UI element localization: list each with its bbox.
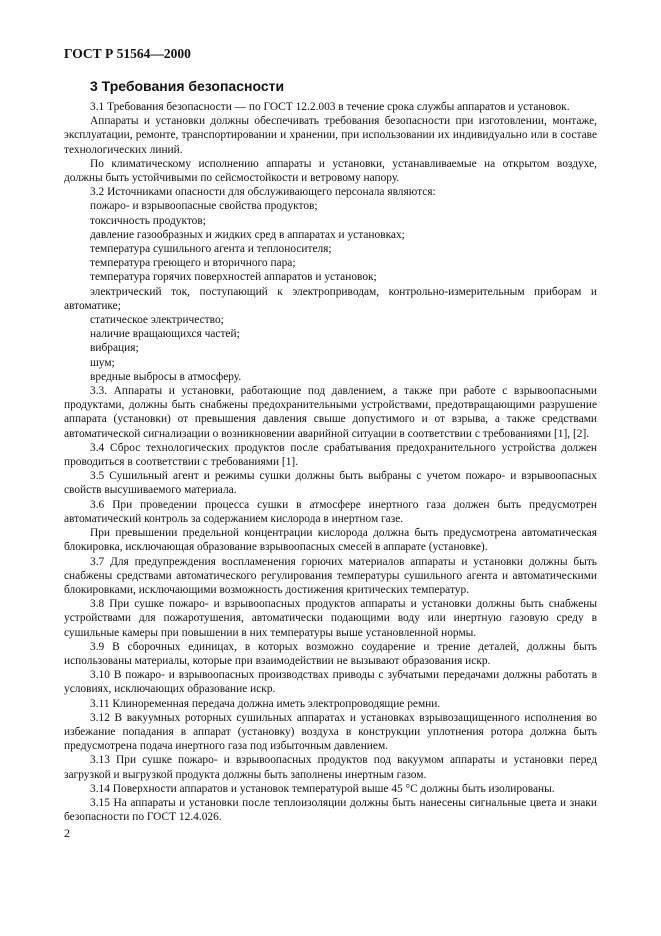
hazard-item: температура горячих поверхностей аппаратов и установок; — [90, 271, 377, 284]
hazard-item: шум; — [90, 356, 115, 369]
section-title: 3 Требования безопасности — [90, 78, 285, 94]
section-body — [64, 100, 597, 824]
paragraph-3-10: 3.10 В пожаро- и взрывоопасных производствах приводы с зубчатыми передачами должны работать в условиях, исключающих образование искр. — [64, 669, 597, 696]
hazard-item: вредные выбросы в атмосферу. — [90, 370, 242, 383]
paragraph-3-3: 3.3. Аппараты и установки, работающие под давлением, а также при работе с взрывоопасными продуктами, должны быть снабжены предохранительными устройствами, предотвращающими разрушение аппарата (установки) от превышения давления свыше допустимого и от взрыва, а также средствами автоматической сигнализации о возникновении аварийной ситуации в соответствии с требованиями [1], [2]. — [64, 385, 597, 440]
paragraph-3-5: 3.5 Сушильный агент и режимы сушки должны быть выбраны с учетом пожаро- и взрывоопасных свойств высушиваемого материала. — [64, 470, 597, 497]
paragraph-3-1-manufacturing: Аппараты и установки должны обеспечивать требования безопасности при изготовлении, монтаже, эксплуатации, ремонте, транспортировании и хранении, при использовании их индивидуально или в составе технологических линий. — [64, 115, 597, 156]
paragraph-3-14: 3.14 Поверхности аппаратов и установок температурой выше 45 °С должны быть изолированы. — [90, 782, 555, 795]
hazard-item: пожаро- и взрывоопасные свойства продуктов; — [90, 200, 318, 213]
paragraph-3-13: 3.13 При сушке пожаро- и взрывоопасных продуктов под вакуумом аппараты и установки перед загрузкой и выгрузкой продукта должны быть заполнены инертным газом. — [64, 754, 597, 781]
paragraph-3-7: 3.7 Для предупреждения воспламенения горючих материалов аппараты и установки должны быть снабжены средствами автоматического регулирования температуры сушильного агента и автоматическими блокировками, исключающими возможность достижения критических температур. — [64, 555, 597, 596]
paragraph-3-15: 3.15 На аппараты и установки после теплоизоляции должны быть нанесены сигнальные цвета и знаки безопасности по ГОСТ 12.4.026. — [64, 796, 597, 824]
page-number: 2 — [64, 826, 70, 840]
paragraph-3-12: 3.12 В вакуумных роторных сушильных аппаратах и установках взрывозащищенного исполнения во избежание попадания в аппарат (установку) воздуха в конструкции уплотнения ротора должна быть предусмотрена подача инертного газа под избыточным давлением. — [64, 711, 597, 753]
paragraph-3-11: 3.11 Клиноременная передача должна иметь электропроводящие ремни. — [90, 697, 441, 710]
paragraph-3-6-oxygen: При превышении предельной концентрации кислорода должна быть предусмотрена автоматическая блокировка, исключающая образование взрывоопасных смесей в аппарате (установке). — [64, 527, 597, 554]
document-header: ГОСТ Р 51564—2000 — [64, 46, 191, 61]
paragraph-3-9: 3.9 В сборочных единицах, в которых возможно соударение и трение деталей, должны быть использованы материалы, которые при взаимодействии не вызывают образования искр. — [64, 640, 597, 667]
paragraph-3-1-climate: По климатическому исполнению аппараты и установки, устанавливаемые на открытом воздухе, должны быть устойчивыми по сейсмостойкости и ветровому напору. — [64, 157, 597, 185]
hazard-item-electric: электрический ток, поступающий к электроприводам, контрольно-измерительным приборам и автоматике; — [64, 285, 597, 312]
hazard-item: вибрация; — [90, 342, 139, 355]
hazard-item: токсичность продуктов; — [90, 214, 206, 227]
hazard-item: температура сушильного агента и теплоносителя; — [90, 243, 332, 256]
paragraph-3-6: 3.6 При проведении процесса сушки в атмосфере инертного газа должен быть предусмотрен автоматический контроль за содержанием кислорода в инертном газе. — [64, 498, 597, 525]
hazard-item: давление газообразных и жидких сред в аппаратах и установках; — [90, 228, 405, 241]
paragraph-3-8: 3.8 При сушке пожаро- и взрывоопасных продуктов аппараты и установки должны быть снабжены устройствами для пожаротушения, автоматически подающими воду или инертную газовую среду в сушильные камеры при повышении в них температуры выше установленной нормы. — [64, 598, 597, 639]
paragraph-3-2: 3.2 Источниками опасности для обслуживающего персонала являются: — [90, 186, 436, 199]
hazard-item: статическое электричество; — [90, 314, 224, 327]
hazard-item: температура греющего и вторичного пара; — [90, 257, 296, 270]
paragraph-3-1: 3.1 Требования безопасности — по ГОСТ 12.2.003 в течение срока службы аппаратов и установок. — [90, 101, 570, 113]
hazard-item: наличие вращающихся частей; — [90, 328, 240, 341]
paragraph-3-4: 3.4 Сброс технологических продуктов после срабатывания предохранительного устройства должен проводиться в соответствии с требованиями [1]. — [64, 441, 597, 469]
